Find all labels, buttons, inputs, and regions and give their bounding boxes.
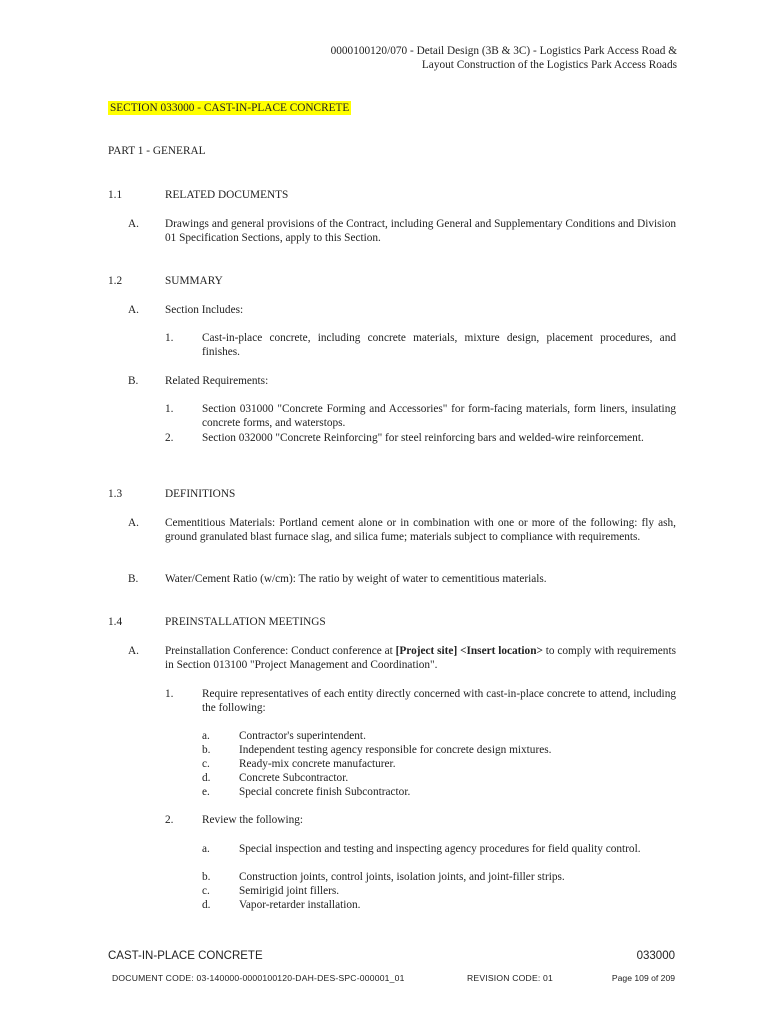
paragraph-label: A. [128, 517, 139, 529]
paragraph-text: Water/Cement Ratio (w/cm): The ratio by weight of water to cementitious materials. [165, 573, 547, 585]
section-title [108, 101, 351, 115]
bracket-option: [Project site] [395, 645, 458, 657]
paragraph-label: B. [128, 375, 139, 387]
footer-document-code: DOCUMENT CODE: 03-140000-0000100120-DAH-DES-SPC-000001_01 [112, 973, 405, 983]
subparagraph-text: Section 031000 "Concrete Forming and Accessories" for form-facing materials, form liners, insulating concrete forms, and waterstops. [202, 403, 676, 430]
article-number: 1.4 [108, 616, 123, 628]
item-label: a. [202, 843, 210, 855]
item-text: Concrete Subcontractor. [239, 772, 349, 784]
item-label: b. [202, 744, 211, 756]
paragraph-text [165, 644, 676, 672]
article-title: RELATED DOCUMENTS [165, 189, 289, 201]
header-line-1: 0000100120/070 - Detail Design (3B & 3C) - Logistics Park Access Road & [330, 45, 677, 57]
item-label: c. [202, 885, 210, 897]
item-text: Construction joints, control joints, isolation joints, and joint-filler strips. [239, 871, 565, 883]
paragraph-text-part: Preinstallation Conference: Conduct conference at [165, 645, 396, 657]
item-label: b. [202, 871, 211, 883]
paragraph-label: A. [128, 304, 139, 316]
article-title: SUMMARY [165, 275, 223, 287]
article-number: 1.2 [108, 275, 123, 287]
paragraph-label: B. [128, 573, 139, 585]
header-line-2: Layout Construction of the Logistics Park Access Roads [421, 59, 677, 72]
subparagraph-text: Review the following: [202, 814, 304, 826]
item-label: c. [202, 758, 210, 770]
subparagraph-label: 1. [165, 688, 174, 700]
footer-section-name: CAST-IN-PLACE CONCRETE [108, 950, 263, 962]
paragraph-text: Cementitious Materials: Portland cement alone or in combination with one or more of the following: fly ash, ground granulated blast furnace slag, and silica fume; materials subject to compliance with requirements. [165, 517, 676, 544]
subparagraph-text: Require representatives of each entity directly concerned with cast-in-place concrete to attend, including the following: [202, 688, 676, 715]
paragraph-text: Related Requirements: [165, 375, 269, 387]
subparagraph-label: 2. [165, 432, 174, 444]
item-label: e. [202, 786, 210, 798]
item-label: a. [202, 730, 210, 742]
paragraph-text-part: to comply with requirements in Section 013100 "Project Management and Coordination". [165, 645, 676, 672]
item-text: Semirigid joint fillers. [239, 885, 340, 897]
paragraph-label: A. [128, 645, 139, 657]
subparagraph-label: 2. [165, 814, 174, 826]
item-text: Special inspection and testing and inspecting agency procedures for field quality control. [239, 843, 641, 855]
item-text: Special concrete finish Subcontractor. [239, 786, 411, 798]
subparagraph-label: 1. [165, 332, 174, 344]
subparagraph-text: Cast-in-place concrete, including concrete materials, mixture design, placement procedures, and finishes. [202, 332, 676, 359]
page-header [137, 44, 677, 72]
paragraph-text: Section Includes: [165, 304, 244, 316]
footer-revision-code: REVISION CODE: 01 [467, 973, 554, 983]
item-label: d. [202, 899, 211, 911]
subparagraph-label: 1. [165, 403, 174, 415]
article-title: PREINSTALLATION MEETINGS [165, 616, 326, 628]
paragraph-text: Drawings and general provisions of the Contract, including General and Supplementary Conditions and Division 01 Specification Sections, apply to this Section. [165, 218, 676, 245]
footer-section-number: 033000 [636, 950, 675, 962]
item-label: d. [202, 772, 211, 784]
article-title: DEFINITIONS [165, 488, 236, 500]
footer-page-number: Page 109 of 209 [611, 973, 675, 983]
item-text: Ready-mix concrete manufacturer. [239, 758, 396, 770]
article-number: 1.3 [108, 488, 123, 500]
article-number: 1.1 [108, 189, 123, 201]
item-text: Vapor-retarder installation. [239, 899, 361, 911]
part-heading: PART 1 - GENERAL [108, 145, 206, 157]
insert-placeholder: <Insert location> [460, 645, 543, 657]
subparagraph-text: Section 032000 "Concrete Reinforcing" for steel reinforcing bars and welded-wire reinforcement. [202, 432, 644, 444]
paragraph-label: A. [128, 218, 139, 230]
section-title-text: SECTION 033000 - CAST-IN-PLACE CONCRETE [110, 102, 350, 114]
item-text: Contractor's superintendent. [239, 730, 366, 742]
item-text: Independent testing agency responsible for concrete design mixtures. [239, 744, 552, 756]
